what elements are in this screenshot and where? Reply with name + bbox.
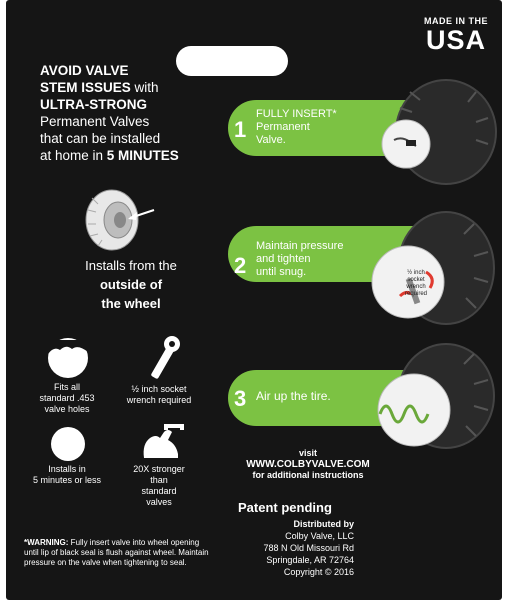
step-1-line3: Valve. <box>256 134 286 146</box>
wrench-note <box>398 270 434 298</box>
tire-step-1-illustration <box>380 78 498 186</box>
wrench-note-line2: socket <box>407 277 425 283</box>
step-2-line2: and tighten <box>256 253 311 265</box>
strong-arm-icon <box>138 424 186 460</box>
warning-label: *WARNING: <box>24 538 69 547</box>
feature-installs-fast <box>22 464 112 486</box>
step-1-number: 1 <box>234 117 247 142</box>
headline-line6a: at home in <box>40 148 107 163</box>
headline-line6b: 5 MINUTES <box>106 148 179 163</box>
feature-stronger-line4: valves <box>146 497 172 507</box>
visit-website <box>228 448 388 481</box>
step-2-text <box>256 240 343 279</box>
feature-wrench-line2: wrench required <box>126 395 192 405</box>
step-2-line3: until snug. <box>256 266 307 278</box>
headline-line2a: STEM ISSUES <box>40 80 131 95</box>
step-1-line2: Permanent <box>256 121 310 133</box>
feature-fits-all <box>22 382 112 415</box>
feature-stronger-line2: than <box>150 475 168 485</box>
feature-installs-line1: Installs in <box>48 464 86 474</box>
headline-line1: AVOID VALVE <box>40 63 129 78</box>
step-3-text: Air up the tire. <box>256 389 331 403</box>
socket-wrench-icon <box>142 334 186 380</box>
step-2-line1: Maintain pressure <box>256 240 344 252</box>
headline-line2b: with <box>130 80 159 95</box>
installs-line1: Installs from the <box>85 258 177 273</box>
tire-step-2-illustration <box>370 208 498 330</box>
valve-hole-icon <box>46 336 90 380</box>
tire-step-3-illustration <box>370 340 498 452</box>
timer-icon <box>50 426 86 462</box>
visit-note: for additional instructions <box>252 470 364 480</box>
warning-body: Fully insert valve into wheel opening until lip of black seal is flush against wheel. Maintain pressure on the valve when tightening to seal. <box>24 538 209 567</box>
feature-fits-line2: standard .453 <box>39 393 95 403</box>
distributor-city: Springdale, AR 72764 <box>266 555 354 565</box>
made-in-label: MADE IN THE <box>424 16 488 26</box>
made-in-usa-badge <box>416 16 496 54</box>
step-3-number: 3 <box>234 386 247 411</box>
feature-fits-line3: valve holes <box>44 404 90 414</box>
product-card <box>6 0 502 600</box>
step-2-number: 2 <box>234 253 247 278</box>
wheel-valve-icon <box>82 188 162 252</box>
copyright: Copyright © 2016 <box>283 567 354 577</box>
feature-stronger-line3: standard <box>141 486 177 496</box>
wrench-note-line3: wrench <box>406 284 426 290</box>
headline-line3: ULTRA-STRONG <box>40 97 147 112</box>
visit-label: visit <box>298 448 317 458</box>
step-1-line1: FULLY INSERT* <box>256 108 337 120</box>
installs-from-text <box>36 256 226 313</box>
wrench-note-line1: ½ inch <box>407 270 425 276</box>
feature-stronger-line1: 20X stronger <box>133 464 185 474</box>
feature-wrench-line1: ½ inch socket <box>131 384 187 394</box>
feature-wrench <box>114 384 204 406</box>
distributor-name: Colby Valve, LLC <box>285 531 354 541</box>
usa-label: USA <box>425 25 486 55</box>
website-link[interactable]: WWW.COLBYVALVE.COM <box>246 459 370 470</box>
distributor-info <box>228 518 354 578</box>
distributed-by-label: Distributed by <box>293 519 354 529</box>
feature-fits-line1: Fits all <box>53 382 80 392</box>
warning-text <box>24 538 210 568</box>
installs-line3: the wheel <box>101 296 161 311</box>
feature-stronger <box>114 464 204 508</box>
headline <box>40 62 240 164</box>
distributor-street: 788 N Old Missouri Rd <box>263 543 354 553</box>
feature-installs-line2: 5 minutes or less <box>32 475 102 485</box>
installs-line2: outside of <box>99 277 163 292</box>
wrench-note-line4: required <box>404 291 427 297</box>
headline-line4: Permanent Valves <box>40 114 150 129</box>
headline-line5: that can be installed <box>40 131 161 146</box>
step-1-text <box>256 108 337 147</box>
patent-pending: Patent pending <box>238 500 332 515</box>
